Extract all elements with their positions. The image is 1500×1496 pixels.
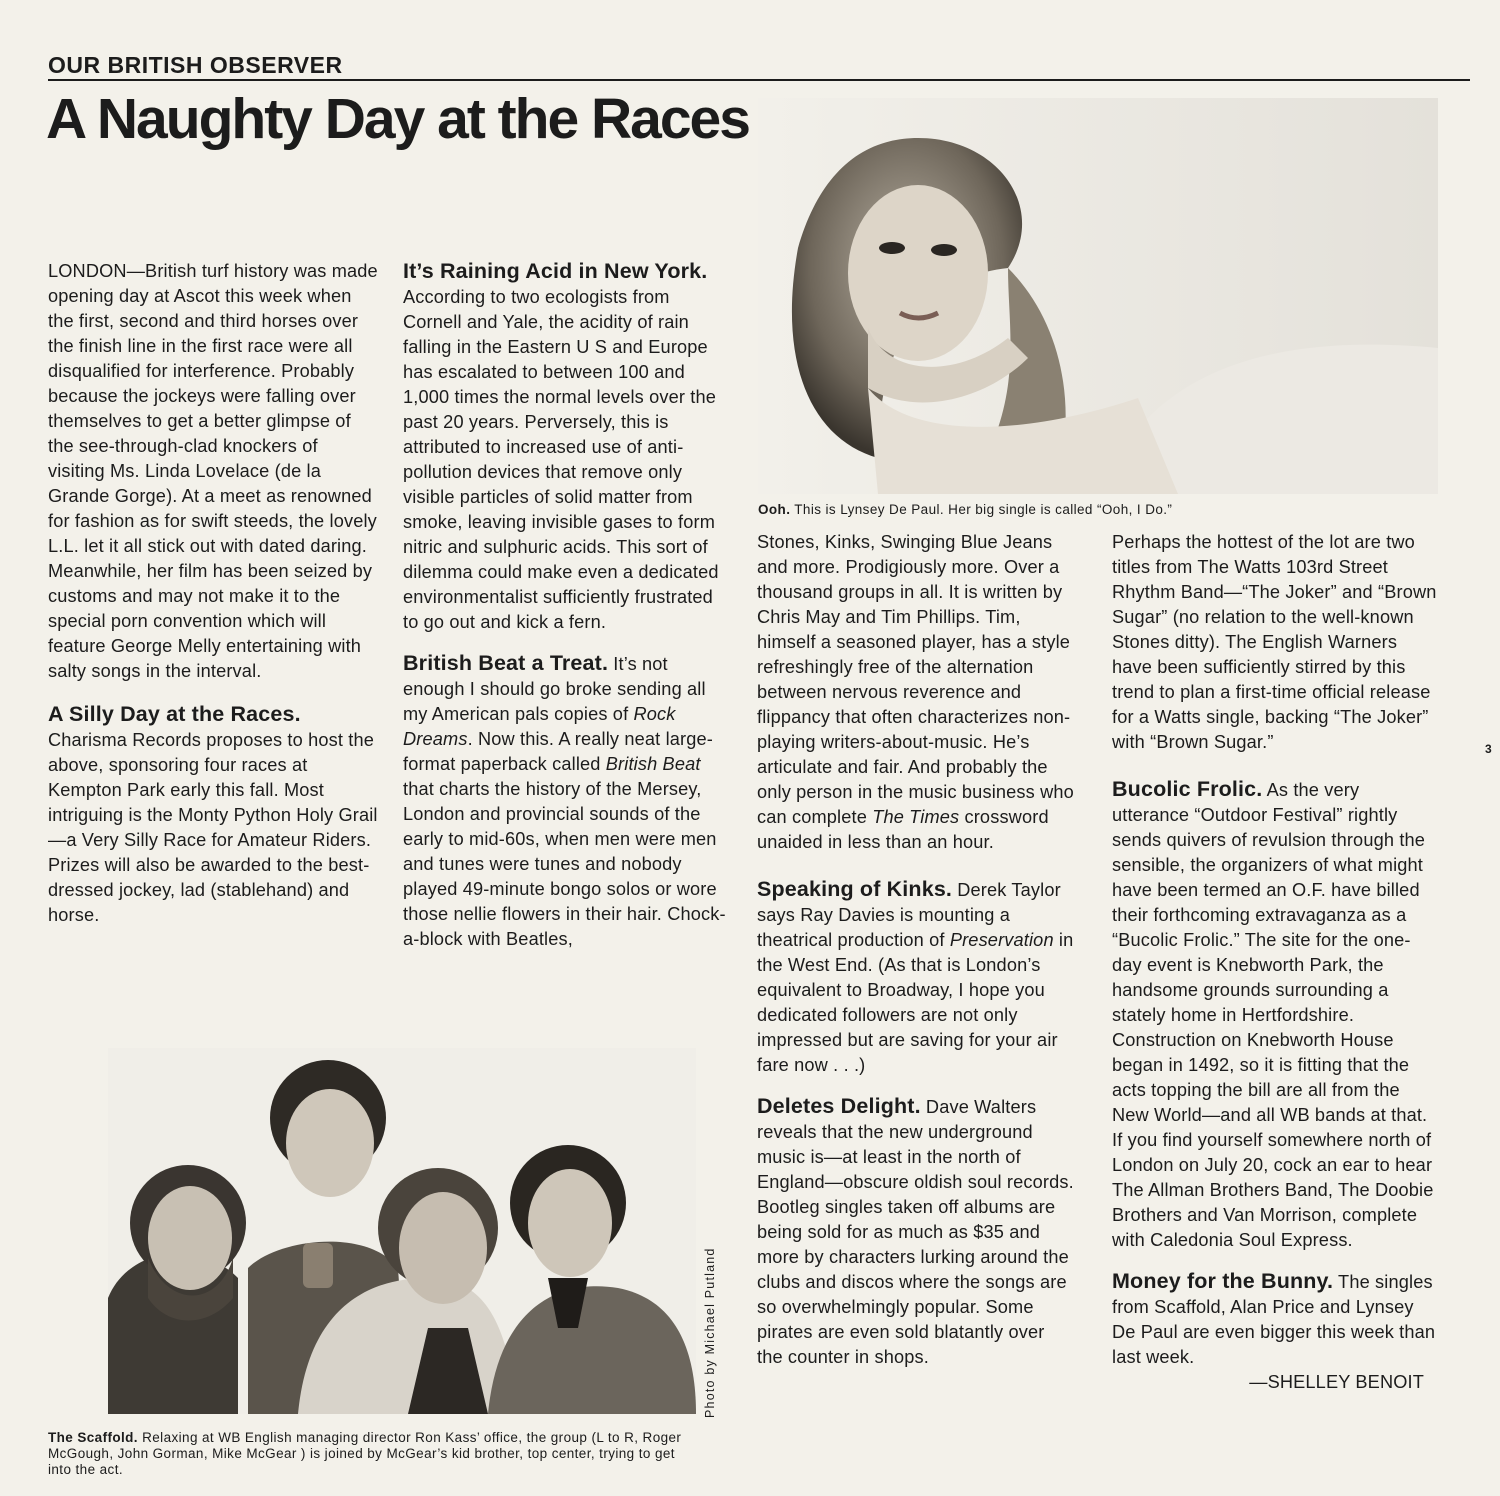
publication-title: The Times — [872, 807, 960, 827]
paragraph — [1112, 1269, 1438, 1370]
book-title: British Beat — [605, 754, 701, 774]
caption-lead: Ooh. — [758, 502, 791, 517]
subhead: Deletes Delight. — [757, 1094, 921, 1118]
book-title: Rock Dreams — [403, 704, 676, 749]
paragraph-text: It’s not enough I should go broke sending all my American pals copies of — [403, 654, 706, 724]
photo-credit: Photo by Michael Putland — [703, 1247, 717, 1418]
column-2 — [403, 259, 729, 968]
scaffold-group-photo — [108, 1048, 696, 1414]
paragraph — [403, 651, 729, 952]
paragraph-text: As the very utterance “Outdoor Festival” rightly sends quivers of revulsion through the sensible, the organizers of what might have been termed an O.F. have billed their forthcoming extravaganza as a “Bucolic Frolic.” The site for the one-day event is Knebworth Park, the handsome grounds surrounding a stately home in Hertfordshire. Construction on Knebworth House began in 1492, so it is fitting that the acts topping the bill are all from the New World—and all WB bands at that. If you find yourself somewhere north of London on July 20, cock an ear to hear The Allman Brothers Band, The Doobie Brothers and Van Morrison, complete with Caledonia Soul Express. — [1112, 780, 1434, 1250]
subhead: Speaking of Kinks. — [757, 877, 953, 901]
subhead: Money for the Bunny. — [1112, 1269, 1334, 1293]
paragraph-text: that charts the history of the Mersey, London and provincial sounds of the early to mid-60s, when men were men and tunes were tunes and nobody played 49-minute bongo solos or wore those nellie flowers in their hair. Chock-a-block with Beatles, — [403, 779, 726, 949]
paragraph-text: Dave Walters reveals that the new underground music is—at least in the north of England—obscure oldish soul records. Bootleg singles taken off albums are being sold for as much as $35 and more by characters lurking around the clubs and discos where the songs are so overwhelmingly popular. Some pirates are even sold blatantly over the counter in shops. — [757, 1097, 1074, 1367]
paragraph-text: Stones, Kinks, Swinging Blue Jeans and more. Prodigiously more. Over a thousand groups in all. It is written by Chris May and Tim Phillips. Tim, himself a seasoned player, has a style refreshingly free of the alternation between nervous reverence and flippancy that often characterizes non-playing writers-about-music. He’s articulate and fair. And probably the only person in the music business who can complete — [757, 532, 1074, 827]
subhead: British Beat a Treat. — [403, 651, 609, 675]
page-number: 3 — [1485, 742, 1492, 756]
paragraph-text: Derek Taylor says Ray Davies is mounting a theatrical production of — [757, 880, 1061, 950]
scaffold-photo-caption — [48, 1430, 698, 1478]
header-rule — [48, 79, 1470, 81]
caption-lead: The Scaffold. — [48, 1430, 138, 1445]
caption-text: This is Lynsey De Paul. Her big single is called “Ooh, I Do.” — [790, 502, 1173, 517]
paragraph-text: Charisma Records proposes to host the above, sponsoring four races at Kempton Park early this fall. Most intriguing is the Monty Python Holy Grail—a Very Silly Race for Amateur Riders. Prizes will also be awarded to the best-dressed jockey, lad (stablehand) and horse. — [48, 730, 378, 925]
paragraph-text: According to two ecologists from Cornell and Yale, the acidity of rain falling in the Eastern U S and Europe has escalated to between 100 and 1,000 times the normal levels over the past 20 years. Perversely, this is attributed to increased use of anti-pollution devices that remove only visible particles of solid matter from smoke, leaving invisible gases to form nitric and sulphuric acids. This sort of dilemma could make even a dedicated environmentalist sufficiently frustrated to go out and kick a fern. — [403, 287, 719, 632]
paragraph-text: The singles from Scaffold, Alan Price and Lynsey De Paul are even bigger this week than last week. — [1112, 1272, 1436, 1367]
production-title: Preservation — [949, 930, 1054, 950]
caption-text: Relaxing at WB English managing director Ron Kass’ office, the group (L to R, Roger McGough, John Gorman, Mike McGear ) is joined by McGear’s kid brother, top center, trying to get into the act. — [48, 1430, 682, 1477]
lynsey-de-paul-photo — [758, 98, 1438, 494]
paragraph-text: in the West End. (As that is London’s equivalent to Broadway, I hope you dedicated followers are not only impressed but are saving for your air fare now . . .) — [757, 930, 1074, 1075]
subhead: It’s Raining Acid in New York. — [403, 259, 708, 283]
column-4 — [1112, 530, 1438, 1395]
column-1 — [48, 259, 378, 944]
paragraph-text: . Now this. A really neat large-format paperback called — [403, 729, 713, 774]
paragraph: LONDON—British turf history was made opening day at Ascot this week when the first, second and third horses over the finish line in the first race were all disqualified for interference. Probably because the jockeys were falling over themselves to get a better glimpse of the see-through-clad knockers of visiting Ms. Linda Lovelace (de la Grande Gorge). At a meet as renowned for fashion as for swift steeds, the lovely L.L. let it all stick out with dated daring. Meanwhile, her film has been seized by customs and may not make it to the special porn convention which will feature George Melly entertaining with salty songs in the interval. — [48, 261, 378, 681]
paragraph — [48, 702, 378, 928]
author-signature: —SHELLEY BENOIT — [1249, 1372, 1424, 1392]
article-title: A Naughty Day at the Races — [46, 87, 749, 151]
column-3 — [757, 530, 1075, 1386]
paragraph — [403, 259, 729, 635]
paragraph — [757, 530, 1075, 855]
lynsey-photo-caption — [758, 502, 1458, 518]
paragraph — [757, 877, 1075, 1078]
subhead: Bucolic Frolic. — [1112, 777, 1263, 801]
section-kicker: OUR BRITISH OBSERVER — [48, 52, 343, 78]
paragraph — [757, 1094, 1075, 1370]
paragraph — [1112, 777, 1438, 1253]
paragraph-text: crossword unaided in less than an hour. — [757, 807, 1049, 852]
subhead: A Silly Day at the Races. — [48, 702, 301, 726]
paragraph: Perhaps the hottest of the lot are two titles from The Watts 103rd Street Rhythm Band—“The Joker” and “Brown Sugar” (no relation to the well-known Stones ditty). The English Warners have been sufficiently stirred by this trend to plan a first-time official release for a Watts single, backing “The Joker” with “Brown Sugar.” — [1112, 532, 1437, 752]
